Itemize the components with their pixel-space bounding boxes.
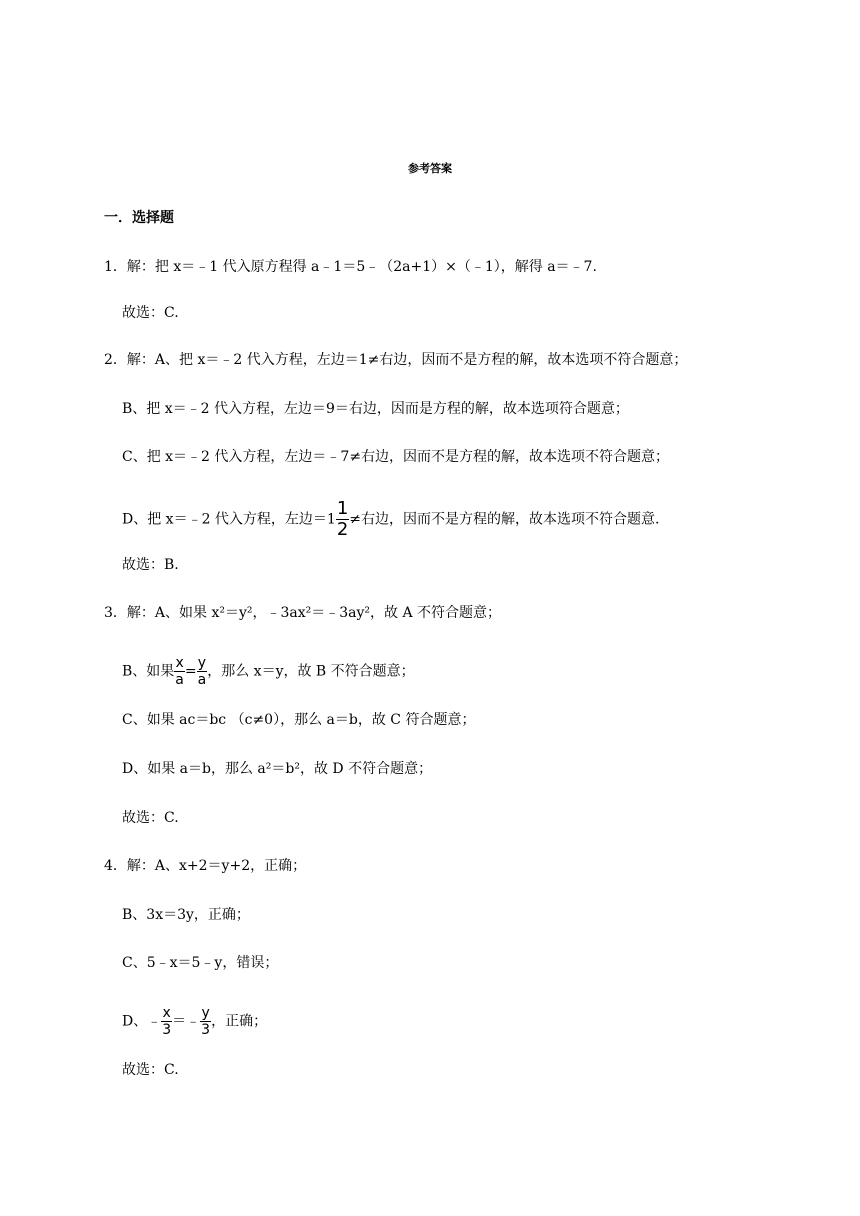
fraction	[197, 656, 208, 687]
line-text: ，那么 x＝y，故 B 不符合题意；	[207, 663, 415, 680]
answer-3-choice: 故选：C.	[122, 810, 179, 826]
answer-2-option-b: B、把 x＝﹣2 代入方程，左边＝9＝右边，因而是方程的解，故本选项符合题意；	[122, 401, 629, 417]
answer-2-option-a: 2．解：A、把 x＝﹣2 代入方程，左边＝1≠右边，因而不是方程的解，故本选项不符合题意；	[104, 352, 688, 368]
answer-4-choice: 故选：C.	[122, 1062, 179, 1078]
fraction-numerator: y	[201, 1005, 210, 1021]
fraction-numerator: 1	[336, 498, 349, 519]
answer-4-option-a: 4．解：A、x+2＝y+2，正确；	[104, 858, 307, 874]
equals-sign: ＝﹣	[172, 1013, 201, 1030]
fraction-denominator: 3	[162, 1022, 172, 1038]
fraction-denominator: 3	[201, 1022, 211, 1038]
section-heading: 一．选择题	[104, 210, 174, 226]
answer-4-option-c: C、5﹣x＝5﹣y，错误；	[122, 955, 279, 971]
fraction-denominator: 2	[336, 519, 349, 540]
fraction	[336, 500, 349, 539]
answer-4-option-d	[122, 1006, 267, 1037]
line-text: D、把 x＝﹣2 代入方程，左边＝1	[122, 511, 336, 528]
fraction-denominator: a	[175, 672, 184, 688]
answer-3-option-d: D、如果 a＝b，那么 a²＝b²，故 D 不符合题意；	[122, 761, 433, 777]
page-title: 参考答案	[408, 162, 452, 175]
line-text: D、﹣	[122, 1013, 162, 1030]
fraction	[200, 1006, 211, 1037]
fraction	[161, 1006, 172, 1037]
line-text: ≠右边，因而不是方程的解，故本选项不符合题意.	[349, 511, 660, 528]
fraction-numerator: x	[175, 655, 184, 671]
answer-3-option-a: 3．解：A、如果 x²＝y²，﹣3ax²＝﹣3ay²，故 A 不符合题意；	[104, 605, 502, 621]
fraction-numerator: y	[197, 655, 207, 671]
line-text: ，正确；	[211, 1013, 268, 1030]
fraction	[174, 656, 185, 687]
answer-3-option-b	[122, 656, 415, 687]
answer-2-option-d	[122, 500, 659, 539]
fraction-numerator: x	[162, 1005, 171, 1021]
equals-sign: =	[184, 663, 197, 680]
line-text: B、如果	[122, 663, 175, 680]
answer-1-choice: 故选：C.	[122, 305, 179, 321]
answer-3-option-c: C、如果 ac＝bc （c≠0），那么 a＝b，故 C 符合题意；	[122, 712, 476, 728]
answer-2-choice: 故选：B.	[122, 557, 179, 573]
fraction-denominator: a	[197, 672, 207, 688]
answer-1-solution: 1．解：把 x＝﹣1 代入原方程得 a﹣1＝5﹣（2a+1）×（﹣1），解得 a＝﹣7.	[104, 259, 597, 275]
answer-2-option-c: C、把 x＝﹣2 代入方程，左边＝﹣7≠右边，因而不是方程的解，故本选项不符合题意；	[122, 449, 670, 465]
answer-4-option-b: B、3x＝3y，正确；	[122, 907, 250, 923]
